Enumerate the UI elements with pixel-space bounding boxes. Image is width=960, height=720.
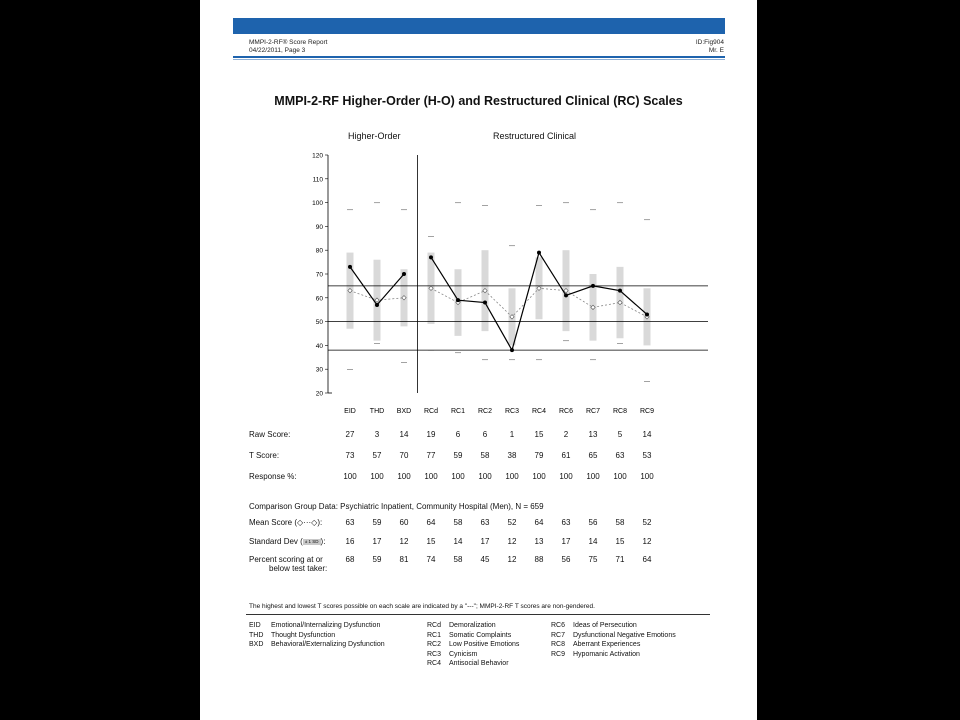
t-score-point <box>402 272 406 276</box>
legend-text: Cynicism <box>449 650 478 658</box>
percent-cell: 56 <box>561 555 571 564</box>
score-cell: 100 <box>640 472 654 481</box>
y-tick-label: 90 <box>315 223 323 231</box>
score-cell: 2 <box>563 430 569 439</box>
legend-abbr: RC7 <box>551 631 566 639</box>
mean-score-cell: 64 <box>426 518 436 527</box>
score-cell: 100 <box>370 472 384 481</box>
report-id: ID:Fig904 <box>695 39 724 46</box>
sd-legend-box: ± 1 SD <box>304 538 319 544</box>
legend-text: Aberrant Experiences <box>573 641 641 649</box>
legend-item <box>427 659 519 669</box>
report-name: MMPI-2-RF® Score Report <box>249 39 328 46</box>
legend-abbr: RC2 <box>427 641 442 649</box>
score-cell: 13 <box>588 430 598 439</box>
percent-cell: 71 <box>615 555 625 564</box>
legend-item <box>249 631 385 641</box>
score-row-label: Response %: <box>249 472 297 481</box>
comparison-heading: Comparison Group Data: Psychiatric Inpatient, Community Hospital (Men), N = 659 <box>249 502 544 511</box>
mean-score-cell: 60 <box>399 518 409 527</box>
legend-abbr: BXD <box>249 641 264 649</box>
mean-score-cell: 56 <box>588 518 598 527</box>
max-possible-marker: --- <box>536 202 542 209</box>
std-dev-cell: 12 <box>399 537 409 546</box>
x-tick-label: RC9 <box>639 408 655 415</box>
mean-score-cell: 64 <box>534 518 544 527</box>
min-possible-marker: --- <box>563 338 569 345</box>
percent-cell: 81 <box>399 555 409 564</box>
std-dev-cell: 14 <box>453 537 463 546</box>
t-score-point <box>429 255 433 259</box>
min-possible-marker: --- <box>347 367 353 374</box>
legend-rc-a <box>427 621 519 669</box>
score-cell: 70 <box>399 451 409 460</box>
score-cell: 59 <box>453 451 463 460</box>
std-dev-cell: 17 <box>372 537 382 546</box>
max-possible-marker: --- <box>455 200 461 207</box>
max-possible-marker: --- <box>644 217 650 224</box>
max-possible-marker: --- <box>617 200 623 207</box>
t-score-point <box>375 303 379 307</box>
std-dev-cell: 14 <box>588 537 598 546</box>
legend-abbr: RC1 <box>427 631 442 639</box>
max-possible-marker: --- <box>401 207 407 214</box>
score-cell: 57 <box>372 451 382 460</box>
legend-text: Antisocial Behavior <box>449 660 509 668</box>
mean-score-cell: 63 <box>480 518 490 527</box>
mean-score-cell: 63 <box>345 518 355 527</box>
std-dev-cell: 12 <box>507 537 517 546</box>
std-dev-label-suffix: ): <box>320 537 326 546</box>
group-title-higher-order: Higher-Order <box>348 131 401 141</box>
legend-text: Ideas of Persecution <box>573 622 637 629</box>
t-score-point <box>564 293 568 297</box>
t-score-point <box>618 289 622 293</box>
legend-abbr: EID <box>249 622 261 629</box>
mean-score-cell: 58 <box>453 518 463 527</box>
min-possible-marker: --- <box>509 357 515 364</box>
min-possible-marker: --- <box>401 360 407 367</box>
legend-abbr: RC3 <box>427 650 442 658</box>
y-tick-label: 40 <box>315 342 323 350</box>
t-score-point <box>483 301 487 305</box>
percent-cell: 74 <box>426 555 436 564</box>
legend-item <box>551 640 676 650</box>
y-tick-label: 20 <box>315 390 323 398</box>
score-cell: 100 <box>397 472 411 481</box>
score-cell: 1 <box>509 430 515 439</box>
score-cell: 15 <box>534 430 544 439</box>
std-dev-cell: 12 <box>642 537 652 546</box>
y-tick-label: 60 <box>315 295 323 303</box>
t-score-point <box>537 251 541 255</box>
score-cell: 100 <box>451 472 465 481</box>
report-client-name: Mr. E <box>708 47 724 54</box>
x-tick-label: RC2 <box>477 408 493 415</box>
score-cell: 14 <box>642 430 652 439</box>
x-tick-label: EID <box>344 408 356 415</box>
legend-item <box>551 650 676 660</box>
max-possible-marker: --- <box>509 243 515 250</box>
min-possible-marker: --- <box>455 350 461 357</box>
mean-score-cell: 59 <box>372 518 382 527</box>
legend-abbr: THD <box>249 631 264 639</box>
std-dev-cell: 15 <box>426 537 436 546</box>
score-profile-chart <box>200 0 757 420</box>
percent-cell: 45 <box>480 555 490 564</box>
max-possible-marker: --- <box>482 202 488 209</box>
score-row-label: T Score: <box>249 451 280 460</box>
footnote-rule <box>246 614 710 615</box>
legend-abbr: RCd <box>427 622 442 629</box>
mean-score-cell: 63 <box>561 518 571 527</box>
x-tick-label: RC7 <box>585 408 601 415</box>
score-cell: 61 <box>561 451 571 460</box>
percent-cell: 12 <box>507 555 517 564</box>
legend-item <box>551 621 676 631</box>
score-cell: 5 <box>617 430 623 439</box>
mean-score-cell: 58 <box>615 518 625 527</box>
score-cell: 100 <box>586 472 600 481</box>
footnote: The highest and lowest T scores possible on each scale are indicated by a "---"; MMPI-2-RF T scores are non-gendered. <box>249 603 595 610</box>
percent-cell: 88 <box>534 555 544 564</box>
x-tick-label: RCd <box>423 408 439 415</box>
score-cell: 100 <box>478 472 492 481</box>
score-cell: 100 <box>559 472 573 481</box>
legend-abbr: RC8 <box>551 641 566 649</box>
score-cell: 100 <box>613 472 627 481</box>
score-cell: 73 <box>345 451 355 460</box>
score-cell: 6 <box>455 430 461 439</box>
y-tick-label: 80 <box>315 247 323 255</box>
legend-item <box>249 621 385 631</box>
report-date-page: 04/22/2011, Page 3 <box>249 47 306 54</box>
legend-text: Demoralization <box>449 622 496 629</box>
std-dev-cell: 17 <box>561 537 571 546</box>
legend-abbr: RC4 <box>427 660 442 668</box>
max-possible-marker: --- <box>374 200 380 207</box>
t-score-point <box>456 298 460 302</box>
min-possible-marker: --- <box>536 357 542 364</box>
percent-cell: 59 <box>372 555 382 564</box>
legend-rc-b <box>551 621 676 659</box>
y-tick-label: 50 <box>315 319 323 327</box>
percent-cell: 58 <box>453 555 463 564</box>
t-score-point <box>591 284 595 288</box>
x-tick-label: RC3 <box>504 408 520 415</box>
min-possible-marker: --- <box>644 379 650 386</box>
t-score-point <box>645 312 649 316</box>
std-dev-cell: 16 <box>345 537 355 546</box>
score-cell: 3 <box>374 430 380 439</box>
score-cell: 19 <box>426 430 436 439</box>
legend-text: Thought Dysfunction <box>271 631 336 639</box>
score-cell: 77 <box>426 451 436 460</box>
score-cell: 14 <box>399 430 409 439</box>
legend-text: Somatic Complaints <box>449 631 512 639</box>
score-row-label: Raw Score: <box>249 430 291 439</box>
std-dev-cell: 13 <box>534 537 544 546</box>
legend-text: Hypomanic Activation <box>573 650 640 658</box>
score-cell: 6 <box>482 430 488 439</box>
legend-abbr: RC9 <box>551 650 566 658</box>
mean-score-cell: 52 <box>642 518 652 527</box>
y-tick-label: 100 <box>312 200 323 208</box>
max-possible-marker: --- <box>590 207 596 214</box>
percent-cell: 75 <box>588 555 598 564</box>
percent-cell: 68 <box>345 555 355 564</box>
percent-cell: 64 <box>642 555 652 564</box>
max-possible-marker: --- <box>563 200 569 207</box>
score-cell: 100 <box>343 472 357 481</box>
std-dev-cell: 17 <box>480 537 490 546</box>
legend-text: Low Positive Emotions <box>449 641 520 649</box>
legend-item <box>427 650 519 660</box>
max-possible-marker: --- <box>347 207 353 214</box>
legend-text: Behavioral/Externalizing Dysfunction <box>271 641 385 649</box>
x-tick-label: RC1 <box>450 408 466 415</box>
legend-text: Emotional/Internalizing Dysfunction <box>271 622 381 629</box>
score-cell: 100 <box>505 472 519 481</box>
score-cell: 27 <box>345 430 355 439</box>
legend-abbr: RC6 <box>551 622 566 629</box>
score-cell: 58 <box>480 451 490 460</box>
legend-item <box>427 631 519 641</box>
score-cell: 79 <box>534 451 544 460</box>
legend-item <box>551 631 676 641</box>
y-tick-label: 110 <box>312 176 323 184</box>
legend-item <box>249 640 385 650</box>
std-dev-label: Standard Dev ( ± 1 SD ): <box>249 537 326 546</box>
t-score-point <box>348 265 352 269</box>
chart-title: MMPI-2-RF Higher-Order (H-O) and Restructured Clinical (RC) Scales <box>274 94 683 108</box>
mean-score-label: Mean Score (◇···◇): <box>249 518 323 527</box>
legend-higher-order <box>249 621 385 650</box>
x-tick-label: RC6 <box>558 408 574 415</box>
group-title-restructured-clinical: Restructured Clinical <box>493 131 577 141</box>
min-possible-marker: --- <box>428 348 434 355</box>
mean-score-cell: 52 <box>507 518 517 527</box>
score-cell: 65 <box>588 451 598 460</box>
min-possible-marker: --- <box>590 357 596 364</box>
report-page <box>200 0 757 720</box>
score-cell: 100 <box>532 472 546 481</box>
score-cell: 53 <box>642 451 652 460</box>
min-possible-marker: --- <box>617 341 623 348</box>
min-possible-marker: --- <box>374 341 380 348</box>
score-cell: 100 <box>424 472 438 481</box>
min-possible-marker: --- <box>482 357 488 364</box>
y-tick-label: 120 <box>312 152 323 160</box>
max-possible-marker: --- <box>428 233 434 240</box>
legend-item <box>427 621 519 631</box>
legend-item <box>427 640 519 650</box>
score-cell: 63 <box>615 451 625 460</box>
x-tick-label: THD <box>369 408 385 415</box>
t-score-point <box>510 348 514 352</box>
legend-text: Dysfunctional Negative Emotions <box>573 631 676 639</box>
x-tick-label: BXD <box>396 408 412 415</box>
x-tick-label: RC8 <box>612 408 628 415</box>
score-cell: 38 <box>507 451 517 460</box>
percent-label-line1: Percent scoring at or <box>249 555 323 564</box>
x-tick-label: RC4 <box>531 408 547 415</box>
y-tick-label: 30 <box>315 366 323 374</box>
std-dev-cell: 15 <box>615 537 625 546</box>
y-tick-label: 70 <box>315 271 323 279</box>
percent-label-line2: below test taker: <box>269 564 328 573</box>
